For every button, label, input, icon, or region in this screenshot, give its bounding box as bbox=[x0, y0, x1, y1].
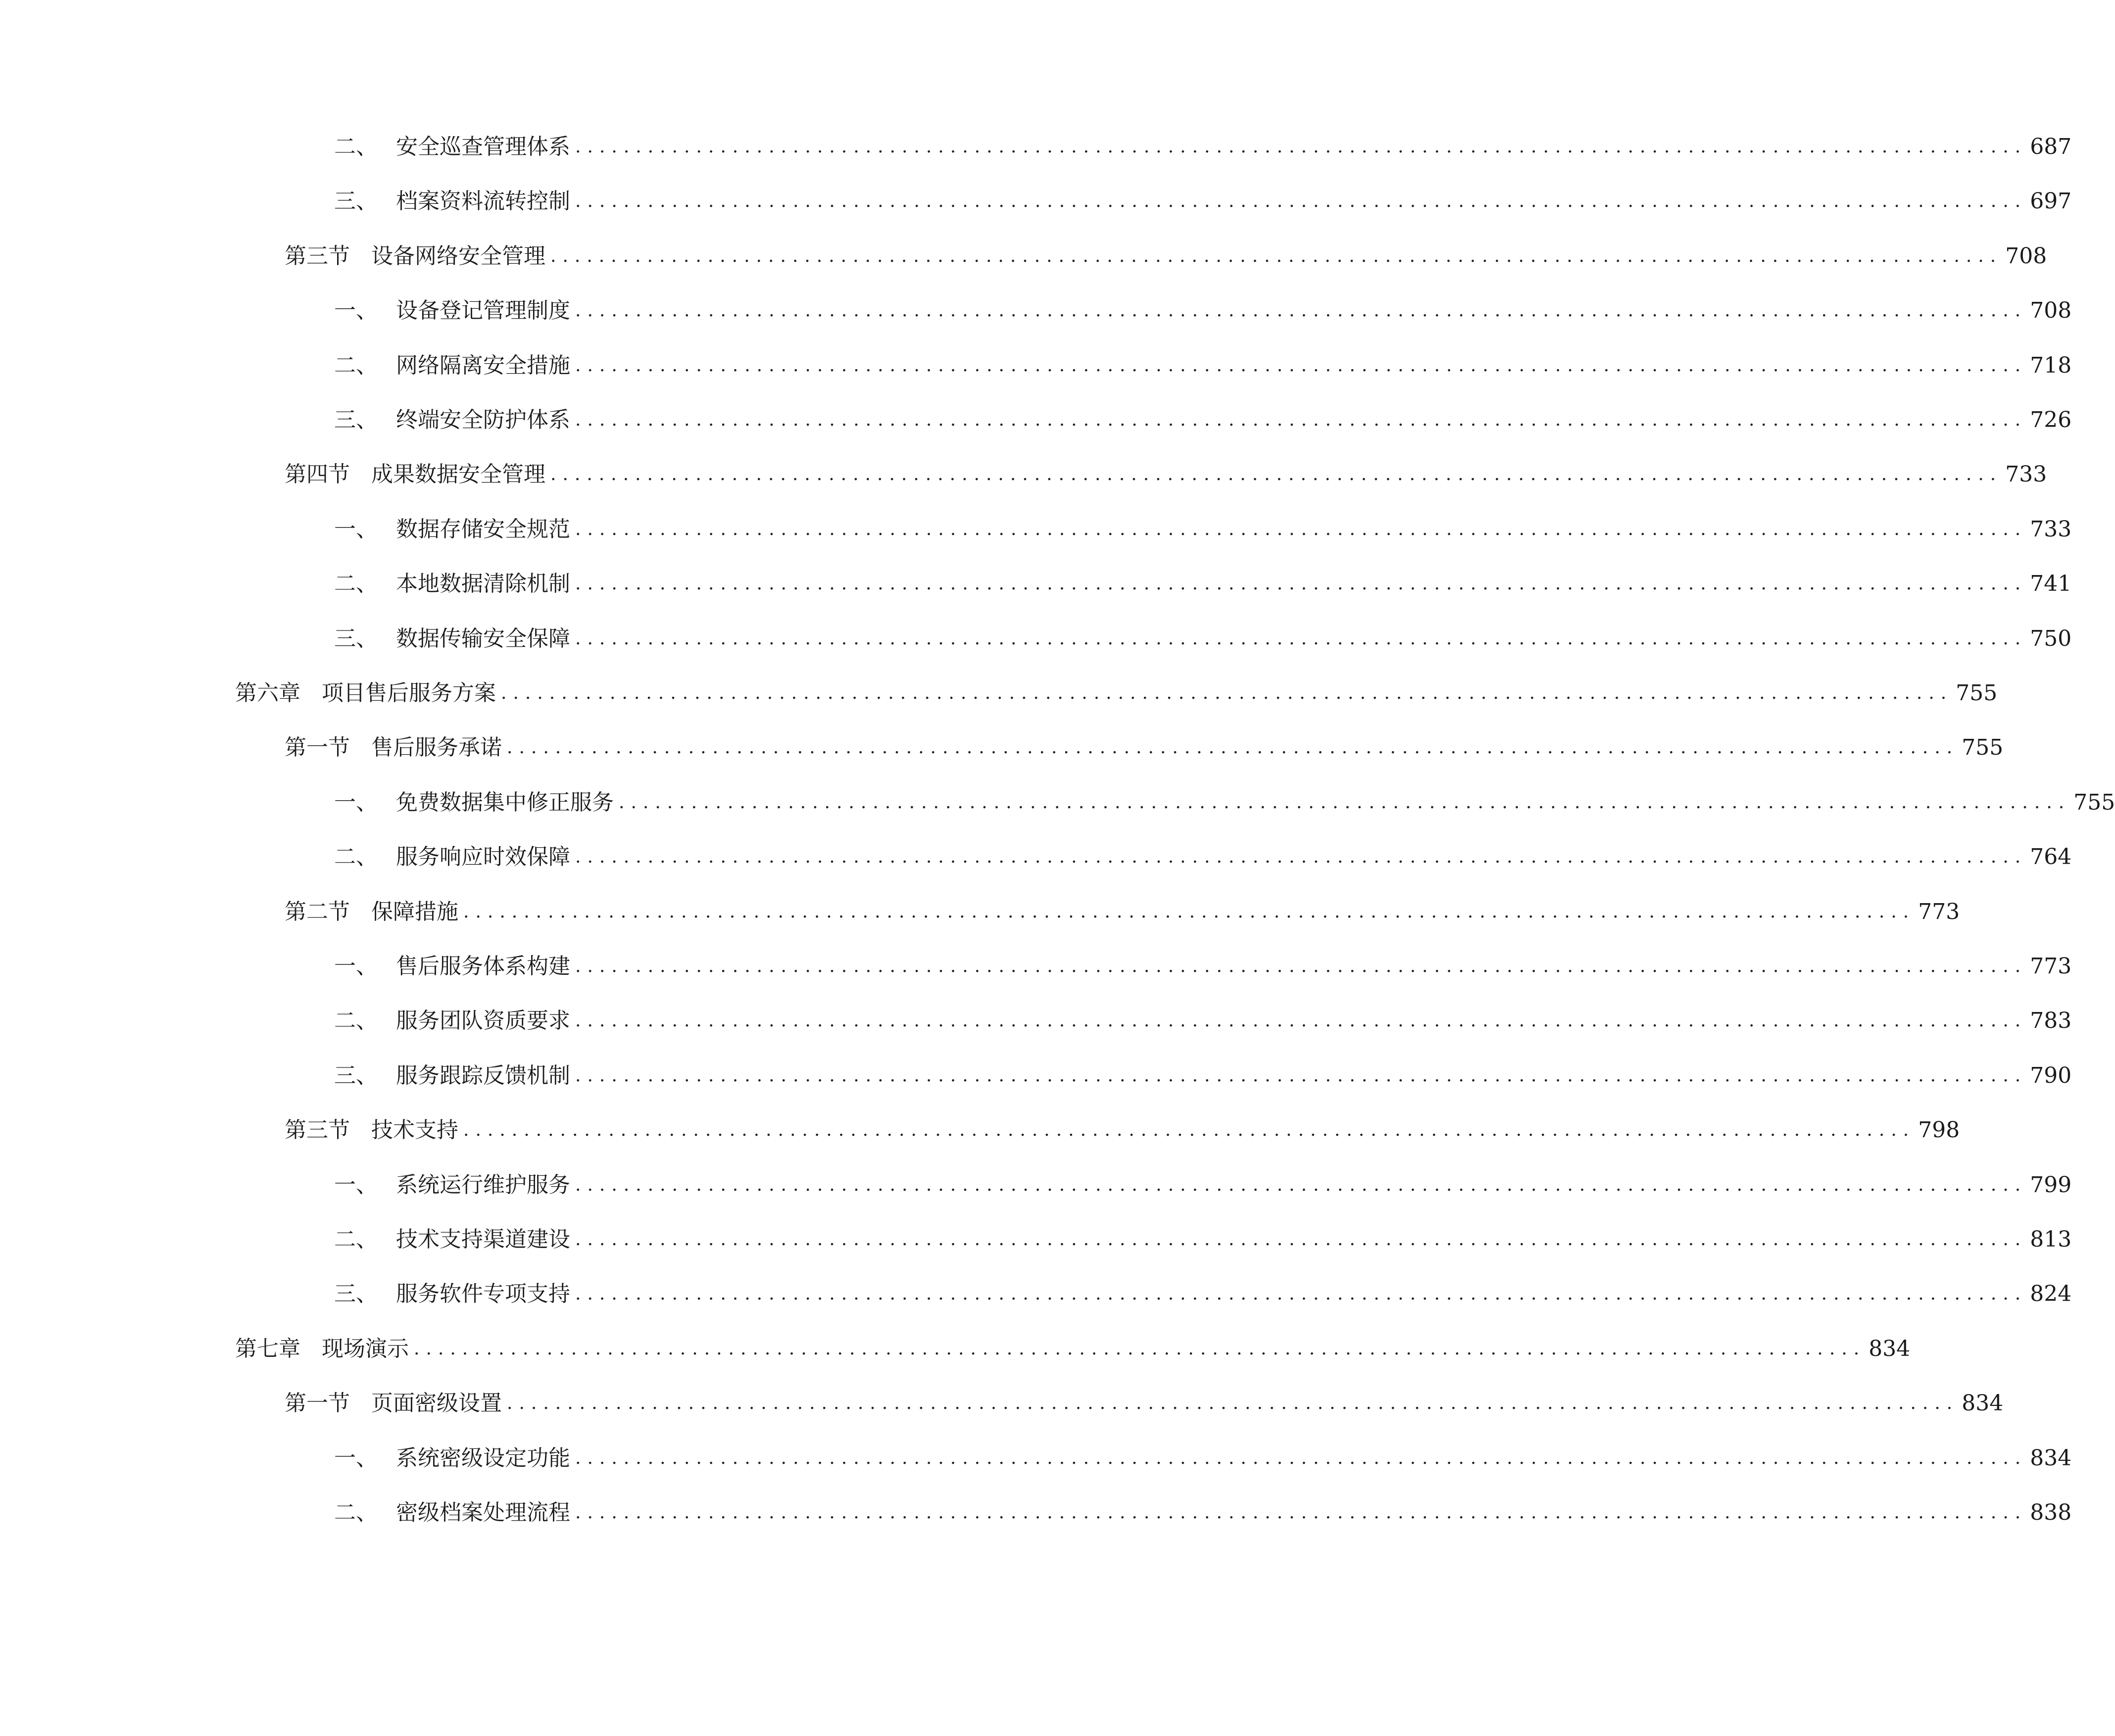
dot-leader: ........................................................................................................................ bbox=[575, 956, 2027, 976]
toc-entry-number: 二、 bbox=[334, 1227, 378, 1252]
dot-leader: ........................................................................................................................ bbox=[550, 464, 2003, 485]
dot-leader: ........................................................................................................................ bbox=[501, 683, 1953, 703]
toc-entry-page-number: 755 bbox=[1962, 735, 2004, 761]
toc-entry-number: 第二节 bbox=[285, 899, 350, 924]
toc-entry-title: 设备网络安全管理 bbox=[371, 243, 545, 269]
toc-entry[interactable] bbox=[334, 564, 2072, 604]
toc-entry[interactable] bbox=[285, 892, 1960, 932]
toc-entry-title: 免费数据集中修正服务 bbox=[396, 789, 614, 815]
dot-leader: ........................................................................................................................ bbox=[575, 191, 2027, 212]
toc-entry-number: 二、 bbox=[334, 1500, 378, 1525]
toc-entry[interactable] bbox=[285, 455, 2047, 494]
toc-entry-page-number: 790 bbox=[2030, 1062, 2072, 1088]
dot-leader: ........................................................................................................................ bbox=[575, 1284, 2027, 1304]
toc-entry-number: 三、 bbox=[334, 407, 378, 433]
toc-entry-number: 第一节 bbox=[285, 1391, 350, 1416]
toc-entry-number: 三、 bbox=[334, 626, 378, 651]
toc-entry-page-number: 726 bbox=[2030, 407, 2072, 433]
toc-entry[interactable] bbox=[334, 1493, 2072, 1533]
toc-entry-page-number: 755 bbox=[2073, 789, 2115, 815]
dot-leader: ........................................................................................................................ bbox=[463, 901, 1916, 922]
toc-entry[interactable] bbox=[334, 1439, 2072, 1478]
dot-leader: ........................................................................................................................ bbox=[575, 574, 2027, 594]
toc-entry-title: 服务软件专项支持 bbox=[396, 1281, 570, 1307]
toc-entry-number: 二、 bbox=[334, 1008, 378, 1034]
toc-entry-page-number: 773 bbox=[2030, 954, 2072, 979]
toc-entry-number: 第三节 bbox=[285, 243, 350, 269]
toc-entry[interactable] bbox=[235, 1329, 1911, 1369]
toc-entry-page-number: 799 bbox=[2030, 1172, 2072, 1198]
toc-entry-title: 数据存储安全规范 bbox=[396, 516, 570, 542]
toc-entry-title: 数据传输安全保障 bbox=[396, 626, 570, 651]
toc-entry[interactable] bbox=[334, 783, 2115, 822]
toc-entry-title: 终端安全防护体系 bbox=[396, 407, 570, 433]
dot-leader: ........................................................................................................................ bbox=[575, 519, 2027, 539]
toc-entry-number: 一、 bbox=[334, 1445, 378, 1471]
toc-entry-title: 售后服务体系构建 bbox=[396, 954, 570, 979]
toc-entry-title: 系统运行维护服务 bbox=[396, 1172, 570, 1198]
toc-entry[interactable] bbox=[334, 182, 2072, 221]
toc-entry-number: 第一节 bbox=[285, 735, 350, 761]
toc-entry-title: 服务响应时效保障 bbox=[396, 844, 570, 870]
toc-entry-page-number: 733 bbox=[2030, 516, 2072, 542]
toc-entry-page-number: 697 bbox=[2030, 189, 2072, 214]
toc-entry-number: 一、 bbox=[334, 954, 378, 979]
toc-entry-title: 服务团队资质要求 bbox=[396, 1008, 570, 1034]
dot-leader: ........................................................................................................................ bbox=[575, 847, 2027, 868]
toc-entry-page-number: 798 bbox=[1918, 1117, 1960, 1143]
dot-leader: ........................................................................................................................ bbox=[575, 1174, 2027, 1195]
dot-leader: ........................................................................................................................ bbox=[463, 1120, 1916, 1141]
toc-entry[interactable] bbox=[334, 1274, 2072, 1314]
toc-entry-title: 现场演示 bbox=[322, 1336, 409, 1361]
toc-entry-title: 设备登记管理制度 bbox=[396, 298, 570, 324]
toc-entry-number: 二、 bbox=[334, 571, 378, 597]
toc-entry-number: 二、 bbox=[334, 844, 378, 870]
dot-leader: ........................................................................................................................ bbox=[507, 737, 1959, 758]
toc-entry-page-number: 813 bbox=[2030, 1227, 2072, 1252]
toc-entry-number: 第三节 bbox=[285, 1117, 350, 1143]
toc-entry-title: 档案资料流转控制 bbox=[396, 189, 570, 214]
dot-leader: ........................................................................................................................ bbox=[575, 1011, 2027, 1031]
toc-entry[interactable] bbox=[334, 346, 2072, 386]
toc-entry-title: 成果数据安全管理 bbox=[371, 462, 545, 487]
toc-entry-title: 页面密级设置 bbox=[371, 1391, 502, 1416]
toc-entry-number: 第六章 bbox=[235, 680, 300, 706]
toc-entry[interactable] bbox=[334, 947, 2072, 986]
toc-entry[interactable] bbox=[334, 837, 2072, 877]
toc-entry-title: 系统密级设定功能 bbox=[396, 1445, 570, 1471]
toc-entry[interactable] bbox=[334, 510, 2072, 549]
toc-entry-number: 一、 bbox=[334, 1172, 378, 1198]
toc-entry-number: 三、 bbox=[334, 189, 378, 214]
toc-entry-page-number: 834 bbox=[2030, 1445, 2072, 1471]
toc-entry-title: 保障措施 bbox=[371, 899, 458, 924]
toc-entry[interactable] bbox=[334, 619, 2072, 659]
toc-entry[interactable] bbox=[334, 127, 2072, 167]
toc-entry-page-number: 764 bbox=[2030, 844, 2072, 870]
dot-leader: ........................................................................................................................ bbox=[575, 410, 2027, 430]
dot-leader: ........................................................................................................................ bbox=[507, 1393, 1959, 1414]
toc-entry[interactable] bbox=[334, 291, 2072, 331]
toc-entry[interactable] bbox=[334, 1165, 2072, 1205]
toc-entry-number: 三、 bbox=[334, 1062, 378, 1088]
toc-entry-page-number: 824 bbox=[2030, 1281, 2072, 1307]
toc-entry-title: 技术支持渠道建设 bbox=[396, 1227, 570, 1252]
toc-entry[interactable] bbox=[235, 674, 1998, 713]
toc-entry-number: 一、 bbox=[334, 516, 378, 542]
dot-leader: ........................................................................................................................ bbox=[575, 300, 2027, 321]
toc-entry-page-number: 834 bbox=[1869, 1336, 1911, 1361]
dot-leader: ........................................................................................................................ bbox=[550, 245, 2003, 266]
toc-entry-number: 第七章 bbox=[235, 1336, 300, 1361]
toc-entry[interactable] bbox=[334, 1220, 2072, 1259]
dot-leader: ........................................................................................................................ bbox=[414, 1338, 1866, 1359]
toc-entry[interactable] bbox=[285, 1110, 1960, 1150]
toc-entry-title: 项目售后服务方案 bbox=[322, 680, 496, 706]
dot-leader: ........................................................................................................................ bbox=[619, 792, 2071, 813]
toc-entry[interactable] bbox=[334, 1056, 2072, 1096]
toc-entry-page-number: 838 bbox=[2030, 1500, 2072, 1525]
dot-leader: ........................................................................................................................ bbox=[575, 628, 2027, 649]
toc-entry-title: 安全巡查管理体系 bbox=[396, 134, 570, 159]
toc-entry-title: 本地数据清除机制 bbox=[396, 571, 570, 597]
toc-entry-number: 三、 bbox=[334, 1281, 378, 1307]
toc-entry[interactable] bbox=[285, 1384, 2004, 1423]
toc-entry-page-number: 718 bbox=[2030, 352, 2072, 378]
toc-entry-number: 一、 bbox=[334, 298, 378, 324]
dot-leader: ........................................................................................................................ bbox=[575, 1229, 2027, 1250]
toc-entry-number: 一、 bbox=[334, 789, 378, 815]
toc-entry-number: 二、 bbox=[334, 134, 378, 159]
toc-entry[interactable] bbox=[285, 728, 2004, 768]
toc-entry-title: 服务跟踪反馈机制 bbox=[396, 1062, 570, 1088]
toc-entry-page-number: 708 bbox=[2005, 243, 2047, 269]
dot-leader: ........................................................................................................................ bbox=[575, 355, 2027, 376]
dot-leader: ........................................................................................................................ bbox=[575, 1065, 2027, 1086]
toc-entry-page-number: 834 bbox=[1962, 1391, 2004, 1416]
toc-entry-title: 技术支持 bbox=[371, 1117, 458, 1143]
dot-leader: ........................................................................................................................ bbox=[575, 1447, 2027, 1468]
toc-entry-page-number: 783 bbox=[2030, 1008, 2072, 1034]
dot-leader: ........................................................................................................................ bbox=[575, 137, 2027, 157]
toc-entry-number: 二、 bbox=[334, 352, 378, 378]
dot-leader: ........................................................................................................................ bbox=[575, 1502, 2027, 1523]
toc-entry-title: 网络隔离安全措施 bbox=[396, 352, 570, 378]
toc-entry-title: 密级档案处理流程 bbox=[396, 1500, 570, 1525]
toc-entry-number: 第四节 bbox=[285, 462, 350, 487]
toc-entry-page-number: 687 bbox=[2030, 134, 2072, 159]
toc-entry[interactable] bbox=[334, 400, 2072, 440]
toc-entry-page-number: 773 bbox=[1918, 899, 1960, 924]
toc-entry[interactable] bbox=[285, 237, 2047, 276]
toc-entry-page-number: 708 bbox=[2030, 298, 2072, 324]
toc-entry-title: 售后服务承诺 bbox=[371, 735, 502, 761]
toc-entry-page-number: 755 bbox=[1956, 680, 1998, 706]
toc-entry-page-number: 750 bbox=[2030, 626, 2072, 651]
toc-entry-page-number: 741 bbox=[2030, 571, 2072, 597]
toc-entry-page-number: 733 bbox=[2005, 462, 2047, 487]
toc-entry[interactable] bbox=[334, 1001, 2072, 1041]
